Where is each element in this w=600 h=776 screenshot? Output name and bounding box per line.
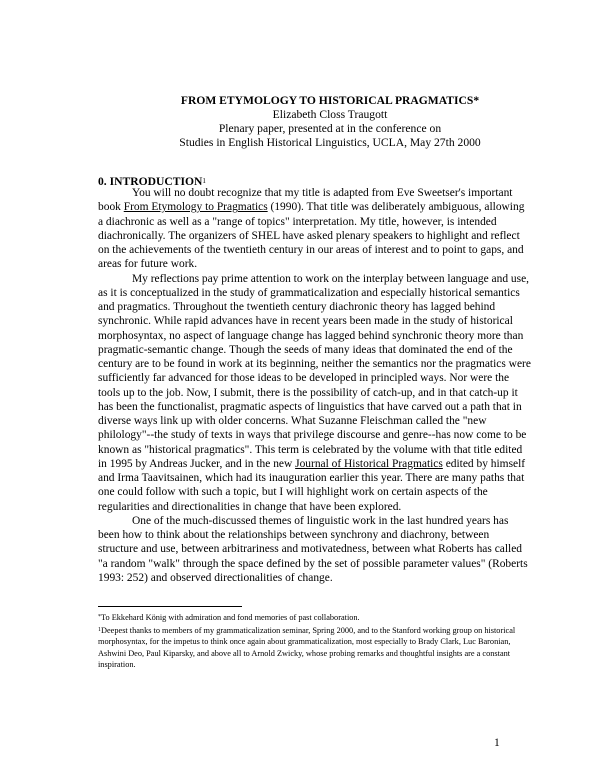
page-number: 1 <box>494 736 500 749</box>
paragraph-1-text-a: You will no doubt recognize that my title is adapted from Eve Sweetser's important book <box>98 187 513 214</box>
book-title-link: From Etymology to Pragmatics <box>123 201 268 214</box>
paragraph-2-text-b: edited by himself and Irma Taavitsainen, which had its inauguration earlier this year. There are many paths that one could follow with such a topic, but I will highlight work on certain aspects of the regularities and directionalities in change that have been explored. <box>98 457 526 513</box>
footnote-1-text: Deepest thanks to members of my grammaticalization seminar, Spring 2000, and to the Stanford working group on historical morphosyntax, for the impetus to think once again about grammaticalization, most especially to Brady Clark, Luc Baronian, Ashwini Deo, Paul Kiparsky, and above all to Arnold Zwicky, whose probing remarks and thoughtful insights are a constant inspiration. <box>98 626 516 669</box>
paragraph-3: One of the much-discussed themes of linguistic work in the last hundred years has been how to think about the relationships between synchrony and diachrony, between structure and use, between arbitrariness and motivatedness, between what Roberts has called "a random "walk" through the space defined by the set of possible parameter values" (Roberts 1993: 252) and observed directionalities of change. <box>98 514 528 584</box>
author-name: Elizabeth Closs Traugott <box>272 108 388 121</box>
body-text <box>98 186 532 585</box>
paper-title: FROM ETYMOLOGY TO HISTORICAL PRAGMATICS* <box>180 94 480 107</box>
footnote-1 <box>98 625 538 670</box>
footnote-star-mark: * <box>98 614 101 620</box>
paper-header <box>100 94 560 150</box>
paragraph-1 <box>98 186 532 272</box>
footnote-star <box>98 612 538 623</box>
footnote-ref-1: 1 <box>202 177 206 185</box>
paragraph-1-text-b: (1990). That title was deliberately ambiguous, allowing a diachronic as well as a "range of topics" interpretation. My title, however, is intended diachronically. The organizers of SHEL have asked plenary speakers to highlight and reflect on the achievements of the twentieth century in our areas of interest and to point to gaps, and areas for future work. <box>98 201 525 271</box>
paragraph-2 <box>98 272 532 514</box>
venue-line-1: Plenary paper, presented at in the conference on <box>218 122 442 135</box>
paragraph-2-text-a: My reflections pay prime attention to work on the interplay between language and use, as it is conceptualized in the study of grammaticalization and especially historical semantics and pragmatics. Throughout the twentieth century diachronic theory has lagged behind synchronic. While rapid advances have in recent years been made in the study of historical morphosyntax, no aspect of language change has lagged behind synchronic theory more than pragmatic-semantic change. Though the seeds of many ideas that dominated the end of the century are to be found in work at its beginning, neither the semantics nor the pragmatics were sufficiently far advanced for those ideas to be developed in principled ways. Nor were the tools up to the job. Now, I submit, there is the possibility of catch-up, and in that catch-up it has been the functionalist, pragmatic aspects of linguistics that have carved out a path that in diverse ways link up with older concerns. What Suzanne Fleischman called the "new philology"--the study of texts in ways that privilege discourse and genre--has now come to be known as "historical pragmatics". This term is celebrated by the volume with that title edited in 1995 by Andreas Jucker, and in the new <box>98 272 531 470</box>
venue-line-2: Studies in English Historical Linguistics, UCLA, May 27th 2000 <box>179 136 481 149</box>
section-heading-text: 0. INTRODUCTION <box>98 175 203 188</box>
footnote-divider <box>98 606 242 607</box>
footnote-star-text: To Ekkehard König with admiration and fond memories of past collaboration. <box>101 613 360 622</box>
journal-title: Journal of Historical Pragmatics <box>295 457 443 470</box>
footnotes <box>98 612 538 672</box>
footnote-1-mark: 1 <box>98 627 101 634</box>
